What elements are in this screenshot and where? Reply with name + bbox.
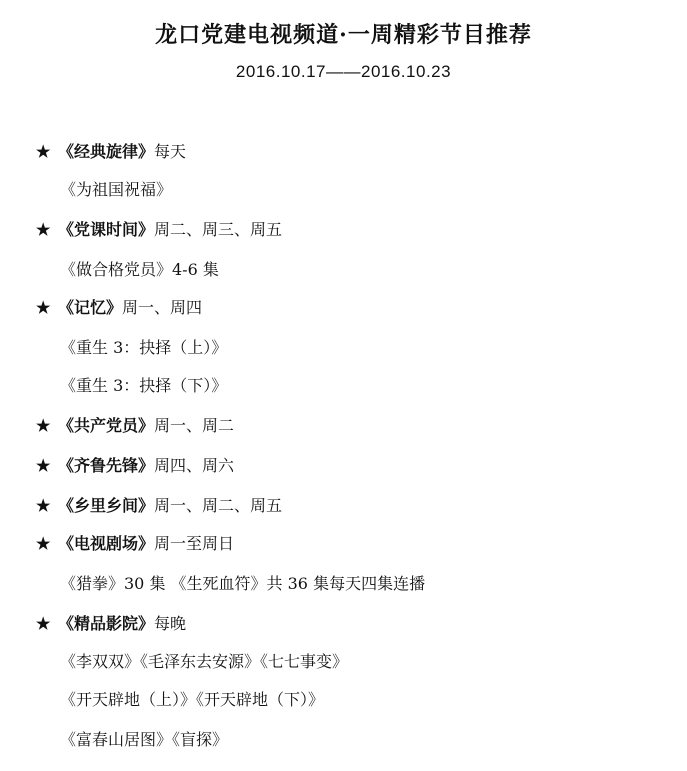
star-icon: ★ xyxy=(36,142,51,161)
program-episode: 《李双双》《毛泽东去安源》《七七事变》 xyxy=(60,652,349,671)
program-name: 《党课时间》 xyxy=(58,220,155,239)
program-heading xyxy=(36,614,186,634)
program-schedule: 周一至周日 xyxy=(154,534,235,553)
program-episode: 《重生 3：抉择（下）》 xyxy=(60,376,228,395)
program-episode: 《富春山居图》《盲探》 xyxy=(60,730,229,749)
program-heading xyxy=(36,298,202,318)
star-icon: ★ xyxy=(36,416,51,435)
star-icon: ★ xyxy=(36,220,51,239)
program-schedule: 每晚 xyxy=(154,614,187,633)
star-icon: ★ xyxy=(36,298,51,317)
date-range: 2016.10.17——2016.10.23 xyxy=(235,62,452,81)
program-episode: 《开天辟地（上）》《开天辟地（下）》 xyxy=(60,690,325,709)
star-icon: ★ xyxy=(36,456,51,475)
star-icon: ★ xyxy=(36,614,51,633)
program-episode: 《为祖国祝福》 xyxy=(60,180,173,199)
program-episode: 《猎拳》30 集 《生死血符》共 36 集每天四集连播 xyxy=(60,574,426,593)
program-episode: 《做合格党员》4-6 集 xyxy=(60,260,219,279)
program-schedule: 周四、周六 xyxy=(154,456,235,475)
program-name: 《经典旋律》 xyxy=(58,142,155,161)
program-schedule: 周一、周二、周五 xyxy=(154,496,283,515)
star-icon: ★ xyxy=(36,496,51,515)
program-schedule: 周一、周二 xyxy=(154,416,235,435)
program-heading xyxy=(36,142,186,162)
star-icon: ★ xyxy=(36,534,51,553)
program-name: 《共产党员》 xyxy=(58,416,155,435)
program-heading xyxy=(36,220,282,240)
program-heading xyxy=(36,416,234,436)
program-schedule: 周二、周三、周五 xyxy=(154,220,283,239)
program-name: 《记忆》 xyxy=(58,298,123,317)
document-title: 龙口党建电视频道·一周精彩节目推荐 xyxy=(155,22,532,48)
program-name: 《电视剧场》 xyxy=(58,534,155,553)
program-schedule: 每天 xyxy=(154,142,187,161)
program-episode: 《重生 3：抉择（上）》 xyxy=(60,338,228,357)
program-heading xyxy=(36,456,234,476)
program-heading xyxy=(36,496,282,516)
program-heading xyxy=(36,534,234,554)
program-name: 《齐鲁先锋》 xyxy=(58,456,155,475)
program-name: 《精品影院》 xyxy=(58,614,155,633)
program-schedule: 周一、周四 xyxy=(122,298,203,317)
program-name: 《乡里乡间》 xyxy=(58,496,155,515)
